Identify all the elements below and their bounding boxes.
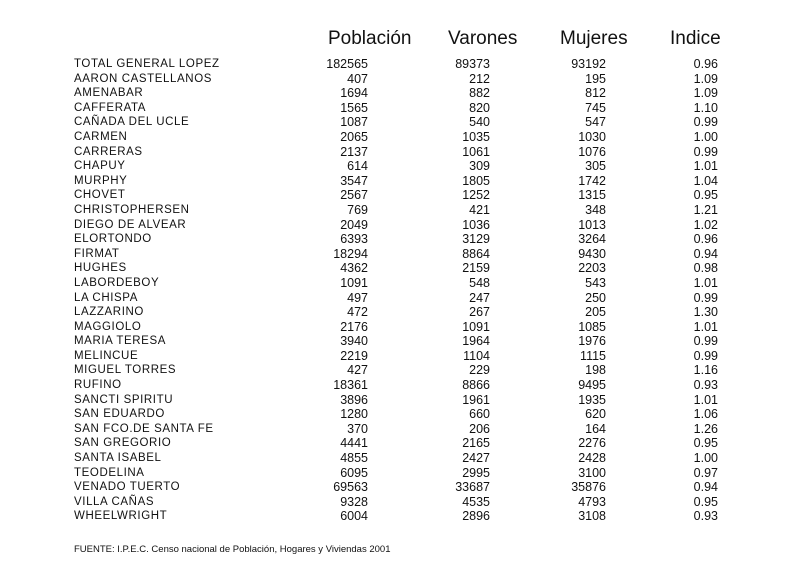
locality-name: MELINCUE <box>74 349 139 362</box>
mujeres-cell: 547 <box>585 115 606 130</box>
varones-cell: 1091 <box>462 319 490 334</box>
mujeres-cell: 812 <box>585 86 606 101</box>
varones-cell: 2995 <box>462 465 490 480</box>
varones-cell: 206 <box>469 421 490 436</box>
locality-name: ELORTONDO <box>74 233 152 246</box>
locality-name: CAÑADA DEL UCLE <box>74 116 190 129</box>
varones-cell: 229 <box>469 363 490 378</box>
mujeres-cell: 35876 <box>571 480 606 495</box>
locality-name: SAN EDUARDO <box>74 408 165 421</box>
indice-cell: 0.99 <box>693 334 718 349</box>
poblacion-cell: 3896 <box>340 392 368 407</box>
poblacion-cell: 6004 <box>340 509 368 524</box>
table-row <box>0 291 800 306</box>
varones-cell: 421 <box>469 202 490 217</box>
mujeres-cell: 3100 <box>578 465 606 480</box>
locality-name: LAZZARINO <box>74 306 144 319</box>
poblacion-cell: 9328 <box>340 494 368 509</box>
varones-cell: 3129 <box>462 232 490 247</box>
mujeres-cell: 9430 <box>578 246 606 261</box>
table-row <box>0 320 800 335</box>
poblacion-cell: 472 <box>347 305 368 320</box>
indice-cell: 1.09 <box>693 86 718 101</box>
table-row <box>0 247 800 262</box>
varones-cell: 309 <box>469 159 490 174</box>
poblacion-cell: 2219 <box>340 348 368 363</box>
mujeres-cell: 745 <box>585 100 606 115</box>
locality-name: CARRERAS <box>74 145 143 158</box>
table-row <box>0 466 800 481</box>
varones-cell: 1961 <box>462 392 490 407</box>
poblacion-cell: 182565 <box>326 57 368 71</box>
varones-cell: 2165 <box>462 436 490 451</box>
locality-name: CAFFERATA <box>74 101 147 114</box>
table-row <box>0 407 800 422</box>
varones-cell: 1805 <box>462 173 490 188</box>
indice-cell: 0.96 <box>693 57 718 71</box>
locality-name: LA CHISPA <box>74 291 138 304</box>
poblacion-cell: 497 <box>347 290 368 305</box>
table-row <box>0 101 800 116</box>
varones-cell: 2427 <box>462 451 490 466</box>
mujeres-cell: 620 <box>585 407 606 422</box>
locality-name: SAN FCO.DE SANTA FE <box>74 422 214 435</box>
varones-cell: 820 <box>469 100 490 115</box>
poblacion-cell: 1087 <box>340 115 368 130</box>
mujeres-cell: 250 <box>585 290 606 305</box>
varones-cell: 2159 <box>462 261 490 276</box>
indice-cell: 0.93 <box>693 378 718 393</box>
locality-name: MAGGIOLO <box>74 320 142 333</box>
poblacion-cell: 2137 <box>340 144 368 159</box>
varones-cell: 1061 <box>462 144 490 159</box>
mujeres-cell: 4793 <box>578 494 606 509</box>
locality-name: SANTA ISABEL <box>74 452 162 465</box>
table-row <box>0 378 800 393</box>
poblacion-cell: 1280 <box>340 407 368 422</box>
table-row <box>0 203 800 218</box>
table-row <box>0 276 800 291</box>
poblacion-cell: 69563 <box>333 480 368 495</box>
poblacion-cell: 370 <box>347 421 368 436</box>
locality-name: VILLA CAÑAS <box>74 495 155 508</box>
indice-cell: 1.04 <box>693 173 718 188</box>
indice-cell: 0.94 <box>693 246 718 261</box>
varones-cell: 89373 <box>455 57 490 71</box>
poblacion-cell: 769 <box>347 202 368 217</box>
mujeres-cell: 195 <box>585 71 606 86</box>
locality-name: RUFINO <box>74 379 122 392</box>
locality-name: AARON CASTELLANOS <box>74 72 213 85</box>
indice-cell: 1.26 <box>693 421 718 436</box>
header-poblacion: Población <box>328 28 412 49</box>
table-row <box>0 86 800 101</box>
varones-cell: 212 <box>469 71 490 86</box>
table-row <box>0 393 800 408</box>
table-row <box>0 334 800 349</box>
mujeres-cell: 2428 <box>578 451 606 466</box>
poblacion-cell: 1694 <box>340 86 368 101</box>
table-row <box>0 349 800 364</box>
mujeres-cell: 205 <box>585 305 606 320</box>
table-row <box>0 480 800 495</box>
header-indice: Indice <box>670 28 721 49</box>
poblacion-cell: 1091 <box>340 275 368 290</box>
varones-cell: 1252 <box>462 188 490 203</box>
indice-cell: 1.01 <box>693 159 718 174</box>
mujeres-cell: 1742 <box>578 173 606 188</box>
table-row <box>0 57 800 72</box>
poblacion-cell: 2567 <box>340 188 368 203</box>
indice-cell: 0.99 <box>693 144 718 159</box>
indice-cell: 0.95 <box>693 494 718 509</box>
locality-name: SAN GREGORIO <box>74 437 172 450</box>
table-row <box>0 363 800 378</box>
locality-name: MIGUEL TORRES <box>74 364 177 377</box>
locality-name: LABORDEBOY <box>74 276 160 289</box>
varones-cell: 8864 <box>462 246 490 261</box>
varones-cell: 247 <box>469 290 490 305</box>
table-row <box>0 261 800 276</box>
locality-name: FIRMAT <box>74 247 120 260</box>
locality-name: CHRISTOPHERSEN <box>74 203 190 216</box>
varones-cell: 660 <box>469 407 490 422</box>
mujeres-cell: 9495 <box>578 378 606 393</box>
header-varones: Varones <box>448 28 518 49</box>
poblacion-cell: 4441 <box>340 436 368 451</box>
locality-name: SANCTI SPIRITU <box>74 393 174 406</box>
locality-name: CARMEN <box>74 130 128 143</box>
table-row <box>0 509 800 524</box>
indice-cell: 1.21 <box>693 202 718 217</box>
poblacion-cell: 6095 <box>340 465 368 480</box>
indice-cell: 1.06 <box>693 407 718 422</box>
mujeres-cell: 543 <box>585 275 606 290</box>
indice-cell: 0.96 <box>693 232 718 247</box>
table-row <box>0 145 800 160</box>
poblacion-cell: 1565 <box>340 100 368 115</box>
indice-cell: 0.98 <box>693 261 718 276</box>
table-body <box>0 57 800 524</box>
poblacion-cell: 18294 <box>333 246 368 261</box>
poblacion-cell: 18361 <box>333 378 368 393</box>
table-row <box>0 174 800 189</box>
varones-cell: 4535 <box>462 494 490 509</box>
mujeres-cell: 2276 <box>578 436 606 451</box>
indice-cell: 0.93 <box>693 509 718 524</box>
mujeres-cell: 3264 <box>578 232 606 247</box>
table-row <box>0 115 800 130</box>
indice-cell: 1.01 <box>693 319 718 334</box>
poblacion-cell: 3940 <box>340 334 368 349</box>
varones-cell: 267 <box>469 305 490 320</box>
mujeres-cell: 1085 <box>578 319 606 334</box>
locality-name: CHOVET <box>74 189 126 202</box>
locality-name: MARIA TERESA <box>74 335 166 348</box>
locality-name: VENADO TUERTO <box>74 481 181 494</box>
locality-name: HUGHES <box>74 262 127 275</box>
mujeres-cell: 1935 <box>578 392 606 407</box>
table-row <box>0 436 800 451</box>
table-row <box>0 218 800 233</box>
mujeres-cell: 1076 <box>578 144 606 159</box>
mujeres-cell: 164 <box>585 421 606 436</box>
mujeres-cell: 1315 <box>578 188 606 203</box>
mujeres-cell: 1013 <box>578 217 606 232</box>
mujeres-cell: 305 <box>585 159 606 174</box>
indice-cell: 1.02 <box>693 217 718 232</box>
varones-cell: 882 <box>469 86 490 101</box>
indice-cell: 0.95 <box>693 436 718 451</box>
indice-cell: 1.30 <box>693 305 718 320</box>
varones-cell: 1964 <box>462 334 490 349</box>
varones-cell: 8866 <box>462 378 490 393</box>
mujeres-cell: 93192 <box>571 57 606 71</box>
poblacion-cell: 614 <box>347 159 368 174</box>
indice-cell: 1.09 <box>693 71 718 86</box>
mujeres-cell: 1030 <box>578 129 606 144</box>
varones-cell: 2896 <box>462 509 490 524</box>
table-row <box>0 130 800 145</box>
indice-cell: 0.95 <box>693 188 718 203</box>
mujeres-cell: 198 <box>585 363 606 378</box>
poblacion-cell: 2049 <box>340 217 368 232</box>
locality-name: MURPHY <box>74 174 128 187</box>
table-row <box>0 451 800 466</box>
poblacion-cell: 2065 <box>340 129 368 144</box>
poblacion-cell: 6393 <box>340 232 368 247</box>
indice-cell: 1.00 <box>693 129 718 144</box>
mujeres-cell: 3108 <box>578 509 606 524</box>
poblacion-cell: 3547 <box>340 173 368 188</box>
mujeres-cell: 348 <box>585 202 606 217</box>
table-row <box>0 188 800 203</box>
poblacion-cell: 4362 <box>340 261 368 276</box>
varones-cell: 548 <box>469 275 490 290</box>
header-mujeres: Mujeres <box>560 28 628 49</box>
poblacion-cell: 407 <box>347 71 368 86</box>
mujeres-cell: 1976 <box>578 334 606 349</box>
locality-name: AMENABAR <box>74 87 144 100</box>
poblacion-cell: 4855 <box>340 451 368 466</box>
indice-cell: 0.99 <box>693 290 718 305</box>
varones-cell: 1035 <box>462 129 490 144</box>
mujeres-cell: 1115 <box>580 348 606 363</box>
varones-cell: 1036 <box>462 217 490 232</box>
locality-name: CHAPUY <box>74 160 126 173</box>
table-row <box>0 495 800 510</box>
poblacion-cell: 2176 <box>340 319 368 334</box>
locality-name: TOTAL GENERAL LOPEZ <box>74 58 220 70</box>
indice-cell: 1.00 <box>693 451 718 466</box>
table-row <box>0 232 800 247</box>
varones-cell: 540 <box>469 115 490 130</box>
table-row <box>0 422 800 437</box>
table-row <box>0 159 800 174</box>
indice-cell: 0.94 <box>693 480 718 495</box>
indice-cell: 0.97 <box>693 465 718 480</box>
mujeres-cell: 2203 <box>578 261 606 276</box>
locality-name: DIEGO DE ALVEAR <box>74 218 187 231</box>
source-note: FUENTE: I.P.E.C. Censo nacional de Población, Hogares y Viviendas 2001 <box>74 544 391 555</box>
table-row <box>0 72 800 87</box>
indice-cell: 1.01 <box>693 275 718 290</box>
indice-cell: 1.10 <box>693 100 718 115</box>
indice-cell: 1.16 <box>693 363 718 378</box>
indice-cell: 1.01 <box>693 392 718 407</box>
indice-cell: 0.99 <box>693 348 718 363</box>
poblacion-cell: 427 <box>347 363 368 378</box>
varones-cell: 1104 <box>463 348 490 363</box>
table-row <box>0 305 800 320</box>
indice-cell: 0.99 <box>693 115 718 130</box>
locality-name: TEODELINA <box>74 466 145 479</box>
varones-cell: 33687 <box>455 480 490 495</box>
locality-name: WHEELWRIGHT <box>74 510 168 523</box>
